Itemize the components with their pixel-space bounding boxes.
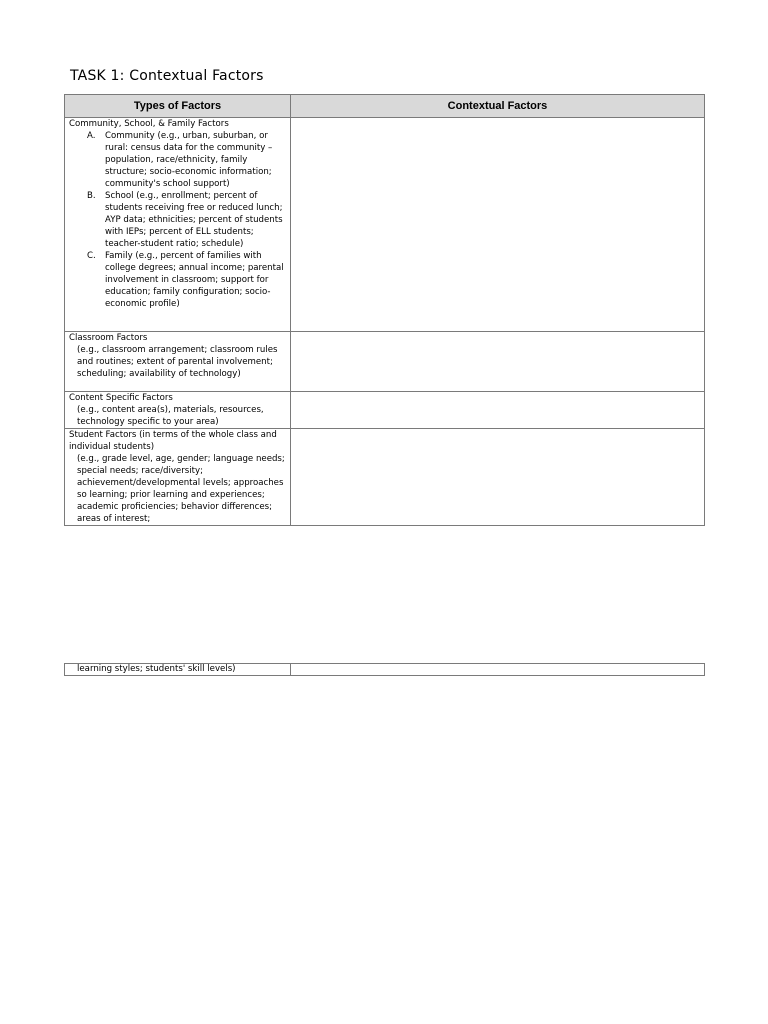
student-heading: Student Factors (in terms of the whole class and individual students) — [69, 430, 277, 452]
list-item-community: A. Community (e.g., urban, suburban, or rural: census data for the community – population, race/ethnicity, family structure; socio-economic information; community's school support) — [87, 131, 273, 189]
community-heading: Community, School, & Family Factors — [69, 119, 229, 129]
table-continuation — [64, 663, 705, 676]
cell-content-response[interactable] — [291, 392, 705, 429]
cell-student-factors — [65, 429, 291, 526]
row-community-school-family — [65, 118, 705, 332]
row-student — [65, 429, 705, 526]
cell-student-response[interactable] — [291, 429, 705, 526]
cell-classroom-response[interactable] — [291, 332, 705, 392]
cell-student-continued: learning styles; students' skill levels) — [65, 664, 291, 676]
cell-classroom-factors — [65, 332, 291, 392]
row-content-specific — [65, 392, 705, 429]
list-item-school: B. School (e.g., enrollment; percent of students receiving free or reduced lunch; AYP data; ethnicities; percent of students with IEPs; percent of ELL students; teacher-student ratio; schedule) — [87, 191, 283, 249]
row-classroom — [65, 332, 705, 392]
row-student-continued — [65, 664, 705, 676]
student-detail: (e.g., grade level, age, gender; language needs; special needs; race/diversity; achievement/developmental levels; approaches so learning; prior learning and experiences; academic proficiencies; behavior differences; areas of interest; — [77, 454, 285, 524]
content-detail: (e.g., content area(s), materials, resources, technology specific to your area) — [77, 405, 264, 427]
content-heading: Content Specific Factors — [69, 393, 173, 403]
community-factor-list — [69, 130, 286, 310]
contextual-factors-table — [64, 94, 705, 526]
header-contextual-factors: Contextual Factors — [291, 95, 705, 118]
classroom-detail: (e.g., classroom arrangement; classroom rules and routines; extent of parental involvement; scheduling; availability of technology) — [77, 345, 278, 379]
cell-content-factors — [65, 392, 291, 429]
table-header-row — [65, 95, 705, 118]
classroom-heading: Classroom Factors — [69, 333, 148, 343]
cell-community-response[interactable] — [291, 118, 705, 332]
header-types-of-factors: Types of Factors — [65, 95, 291, 118]
document-title: TASK 1: Contextual Factors — [70, 68, 264, 84]
cell-community-factors — [65, 118, 291, 332]
cell-student-continued-response[interactable] — [291, 664, 705, 676]
list-item-family: C. Family (e.g., percent of families with college degrees; annual income; parental involvement in classroom; support for education; family configuration; socio-economic profile) — [87, 251, 284, 309]
